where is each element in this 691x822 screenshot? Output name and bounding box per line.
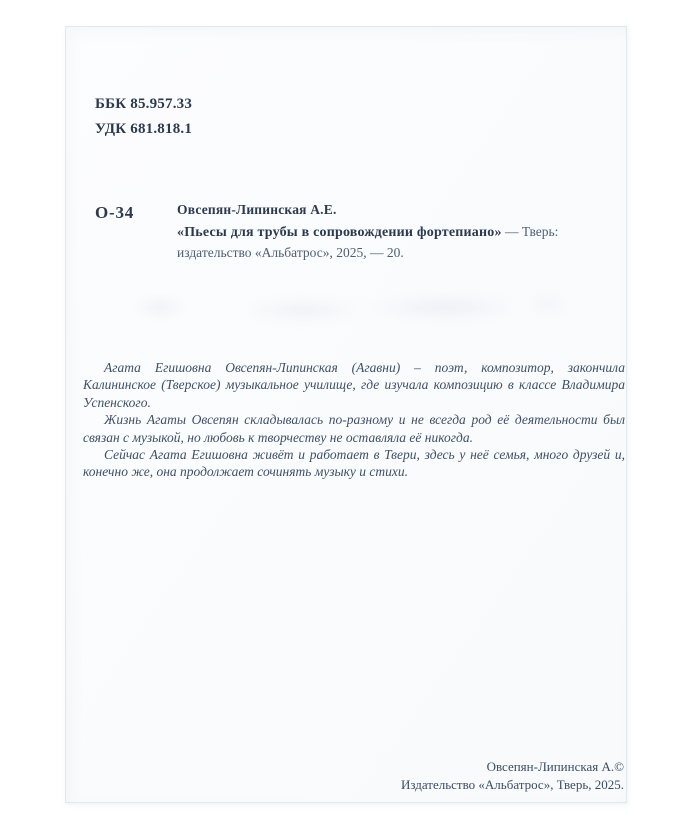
catalog-imprint: издательство «Альбатрос», 2025, — 20. [177, 245, 404, 260]
footer-publisher: Издательство «Альбатрос», Тверь, 2025. [400, 776, 624, 792]
author-sign-code: О-34 [95, 203, 135, 222]
annotation-paragraph: Агата Егишовна Овсепян-Липинская (Агавни) – поэт, композитор, закончила Калининское (Тверское) музыкальное училище, где изучала композицию в классе Владимира Успенского. [83, 360, 625, 410]
footer-block [401, 758, 624, 793]
show-through-ghost [103, 272, 577, 336]
footer-copyright-author: Овсепян-Липинская А.© [486, 759, 624, 774]
book-imprint-page [65, 26, 627, 803]
catalog-title: «Пьесы для трубы в сопровождении фортепиано» [177, 225, 502, 240]
catalog-author: Овсепян-Липинская А.Е. [177, 202, 337, 217]
annotation-block [83, 359, 625, 481]
annotation-paragraph: Жизнь Агаты Овсепян складывалась по-разному и не всегда род её деятельности был связан с музыкой, но любовь к творчеству не оставляла её никогда. [83, 412, 625, 445]
catalog-title-line [177, 222, 615, 243]
annotation-paragraph: Сейчас Агата Егишовна живёт и работает в Твери, здесь у неё семья, много друзей и, конечно же, она продолжает сочинять музыку и стихи. [83, 447, 625, 480]
udk-code: УДК 681.818.1 [95, 121, 193, 137]
catalog-title-suffix: — Тверь: [501, 224, 559, 239]
bbk-code: ББК 85.957.33 [95, 96, 193, 112]
catalog-card [177, 200, 615, 263]
